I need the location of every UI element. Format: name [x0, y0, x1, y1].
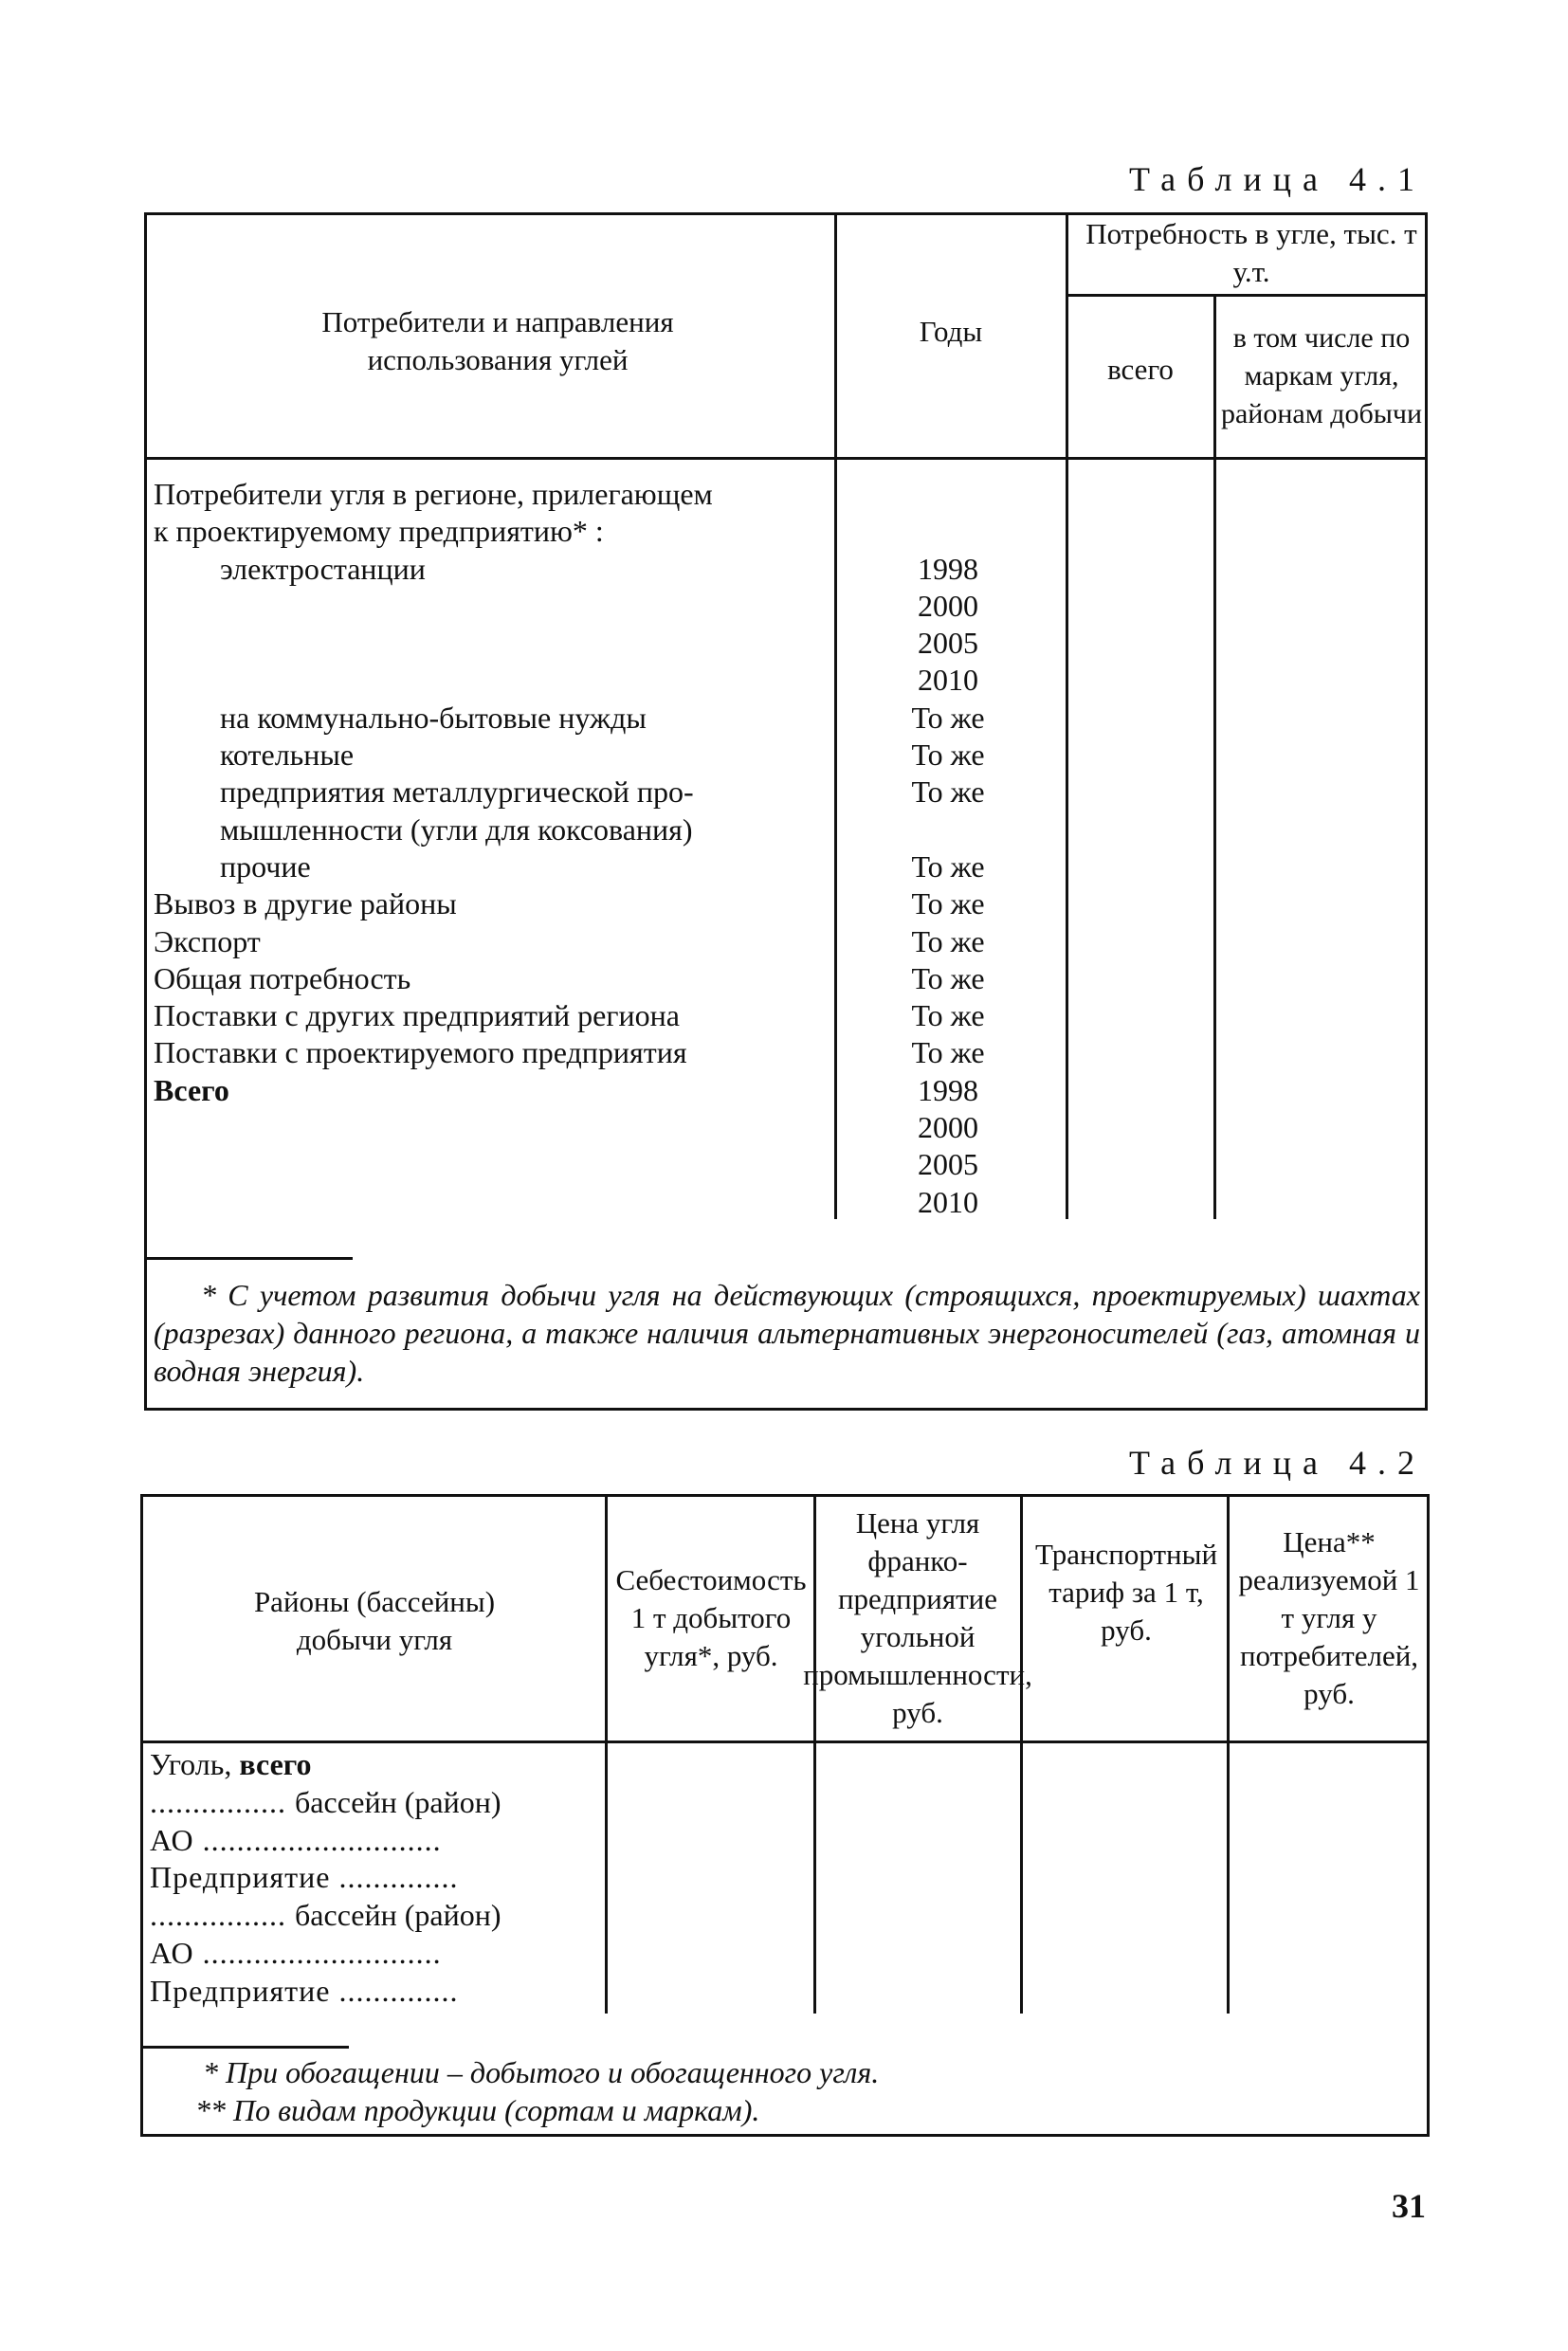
table1-row-label: Общая потребность [154, 960, 411, 995]
table1-row-year: 2010 [918, 663, 978, 698]
table1-footnote-rule [144, 1257, 353, 1260]
table1-row-label: Экспорт [154, 923, 261, 958]
table1-row-year [834, 513, 1062, 550]
table2-footnote-2: ** По видам продукции (сортам и маркам). [195, 2093, 760, 2127]
table1-row-year: 2010 [918, 1184, 978, 1219]
table2-body [150, 1746, 595, 2011]
table2-row-prefix: АО ............................ [150, 1935, 442, 1970]
table1-row-label: Вывоз в другие районы [154, 886, 457, 921]
table1-row-year: 2005 [918, 1147, 978, 1182]
table2-header-price: Цена угля франко-предприятие угольной промышленности, руб. [803, 1506, 1032, 1729]
table1-footnote: * С учетом развития добычи угля на действующих (строящихся, проектируемых) шахтах (разрезах) данного региона, а также наличия альтернативных энергоносителей (газ, атомная и водная энергия). [154, 1278, 1420, 1388]
table1-row-label [154, 1184, 834, 1221]
table1-header-demand: Потребность в угле, тыс. т у.т. [1085, 217, 1417, 288]
table-row [154, 774, 1064, 811]
table-row [154, 662, 1064, 699]
table1-body [154, 476, 1064, 1221]
table1-row-label [154, 625, 834, 662]
table1-row-year: 2005 [918, 626, 978, 661]
table1-header-line-mid [1066, 294, 1428, 297]
table-row [150, 1859, 595, 1897]
table2-col-divider-1 [605, 1494, 608, 2014]
table1-row-label: Поставки с проектируемого предприятия [154, 1035, 687, 1070]
table1-row-label [154, 588, 834, 625]
table2-row-prefix: Уголь, [150, 1747, 240, 1781]
table1-row-year: То же [911, 775, 985, 810]
table-row [154, 513, 1064, 550]
table2-col-divider-4 [1227, 1494, 1230, 2014]
table1-header-bottom [144, 457, 1428, 460]
table-row [154, 923, 1064, 960]
table2-row-prefix: АО ............................ [150, 1822, 442, 1857]
table1-row-year: То же [911, 738, 985, 773]
table1-caption: Таблица 4.1 [1129, 160, 1426, 198]
table1-header-years: Годы [919, 315, 983, 348]
table-row [150, 1897, 595, 1935]
table-row [150, 1973, 595, 2011]
table2-row-prefix: Предприятие .............. [150, 1973, 459, 2008]
table-row [154, 476, 1064, 513]
table1-header-total: всего [1107, 353, 1174, 386]
table-row [154, 811, 1064, 848]
table-row [154, 1109, 1064, 1146]
table1-row-year: 2000 [918, 1110, 978, 1145]
table-row [150, 1746, 595, 1784]
table1-row-year: То же [911, 848, 985, 884]
table2-row-suffix: бассейн (район) [295, 1784, 501, 1819]
table1-row-label: на коммунально-бытовые нужды [220, 700, 647, 735]
table2-row-suffix: бассейн (район) [295, 1898, 501, 1933]
table1-row-year: 2000 [918, 588, 978, 623]
table1-row-year [834, 476, 1062, 513]
table-row [154, 625, 1064, 662]
table2-header-tariff: Транспортный тариф за 1 т, руб. [1034, 1538, 1218, 1647]
table1-row-year: 1998 [918, 551, 978, 586]
table-row [154, 737, 1064, 774]
table1-row-year: 1998 [918, 1072, 978, 1107]
table2-footnote-1: * При обогащении – добытого и обогащенного угля. [203, 2055, 880, 2089]
table1-row-label: котельные [220, 738, 355, 773]
table-row [154, 885, 1064, 922]
table1-row-label [154, 1109, 834, 1146]
table1-row-year: То же [911, 1035, 985, 1070]
table-row [150, 1784, 595, 1822]
table-row [150, 1822, 595, 1860]
table1-row-label [154, 662, 834, 699]
table2-header-cost: Себестоимость 1 т добытого угля*, руб. [615, 1563, 807, 1672]
table2-header-regions: Районы (бассейны) добычи угля [253, 1585, 496, 1656]
table-row [154, 551, 1064, 588]
table1-row-label: прочие [220, 848, 311, 884]
table1-row-label: Потребители угля в регионе, прилегающем [154, 477, 713, 511]
table1-row-label: мышленности (угли для коксования) [220, 811, 693, 847]
table-row [154, 700, 1064, 737]
table1-row-year: То же [911, 886, 985, 921]
table-row [154, 1146, 1064, 1183]
table-row [154, 1034, 1064, 1071]
table2-row-prefix: Предприятие .............. [150, 1860, 459, 1895]
table1-row-label: предприятия металлургической про- [220, 775, 694, 810]
table2-row-bold: всего [239, 1747, 312, 1781]
table1-header-including: в том числе по маркам угля, районам добычи [1220, 322, 1423, 429]
table2-row-prefix: ................ [150, 1784, 295, 1819]
table1-row-year: То же [911, 960, 985, 995]
table2-footnote-rule [140, 2046, 349, 2049]
table-row [154, 997, 1064, 1034]
table-row [154, 588, 1064, 625]
table1-row-label: Всего [154, 1072, 229, 1107]
table2-header-bottom [140, 1740, 1430, 1743]
table-row [154, 1184, 1064, 1221]
table-row [154, 848, 1064, 885]
table1-row-label: к проектируемому предприятию* : [154, 514, 604, 549]
table1-row-year: То же [911, 923, 985, 958]
page-number: 31 [1392, 2187, 1426, 2225]
table-row [154, 1072, 1064, 1109]
table1-row-label: электростанции [220, 551, 426, 586]
table1-row-label: Поставки с других предприятий региона [154, 998, 680, 1033]
table1-header-consumers: Потребители и направления использования углей [321, 305, 674, 376]
table1-row-year [834, 811, 1062, 848]
table2-header-consumer-price: Цена** реализуемой 1 т угля у потребителей, руб. [1238, 1525, 1420, 1710]
table1-col-divider-3 [1213, 294, 1216, 1219]
table1-row-year: То же [911, 998, 985, 1033]
table1-row-year: То же [911, 700, 985, 735]
table2-caption: Таблица 4.2 [1129, 1444, 1426, 1482]
table1-row-label [154, 1146, 834, 1183]
table-row [154, 960, 1064, 997]
table2-row-prefix: ................ [150, 1898, 295, 1933]
table-row [150, 1935, 595, 1973]
